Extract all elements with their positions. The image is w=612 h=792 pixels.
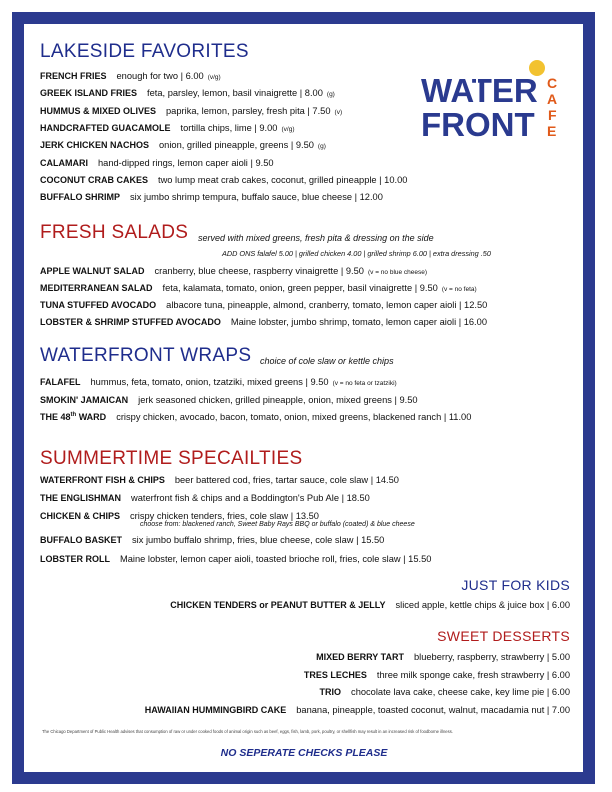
item-description: Maine lobster, jumbo shrimp, tomato, lemon caper aioli | 16.00 [230, 317, 487, 327]
logo-cafe-a: A [547, 91, 558, 107]
menu-item-row [145, 705, 570, 715]
item-name: COCONUT CRAB CAKES [40, 174, 148, 185]
section-title-summertime: SUMMERTIME SPECAILTIES [40, 448, 303, 469]
item-description: chocolate lava cake, cheese cake, key lime pie | 6.00 [351, 687, 570, 697]
salads-note: served with mixed greens, fresh pita & dressing on the side [198, 233, 434, 243]
item-name: TUNA STUFFED AVOCADO [40, 300, 157, 310]
menu-page [24, 24, 584, 772]
item-description: banana, pineapple, toasted coconut, walnut, macadamia nut | 7.00 [296, 704, 570, 715]
item-name: WATERFRONT FISH & CHIPS [40, 475, 165, 485]
menu-item-row [40, 511, 319, 521]
item-description: blueberry, raspberry, strawberry | 5.00 [413, 652, 570, 662]
dietary-tag: (v = no feta or tzatziki) [332, 380, 397, 387]
item-description: Maine lobster, lemon caper aioli, toasted brioche roll, fries, cole slaw | 15.50 [120, 554, 432, 564]
logo-word-front: FRONT [421, 106, 535, 143]
item-name: BUFFALO SHRIMP [40, 192, 120, 203]
menu-item-row [40, 283, 477, 293]
item-description: six jumbo buffalo shrimp, fries, blue cheese, cole slaw | 15.50 [132, 535, 385, 545]
menu-item-row [170, 600, 570, 610]
item-description: cranberry, blue cheese, raspberry vinaigrette | 9.50 [154, 266, 364, 276]
item-name: MIXED BERRY TART [316, 652, 404, 662]
wraps-note: choice of cole slaw or kettle chips [260, 356, 394, 366]
item-description: six jumbo shrimp tempura, buffalo sauce, blue cheese | 12.00 [130, 192, 383, 203]
dietary-tag: (g) [317, 143, 326, 151]
item-name: BUFFALO BASKET [40, 535, 122, 545]
item-name: FALAFEL [40, 377, 81, 387]
item-description: two lump meat crab cakes, coconut, grilled pineapple | 10.00 [158, 174, 408, 185]
item-description: jerk seasoned chicken, grilled pineapple, onion, mixed greens | 9.50 [138, 394, 418, 405]
section-title-lakeside: LAKESIDE FAVORITES [40, 41, 249, 62]
menu-item-row [40, 554, 431, 564]
item-name [40, 412, 106, 422]
menu-item-row [40, 175, 407, 185]
item-name: SMOKIN' JAMAICAN [40, 394, 129, 405]
logo-cafe-f: F [548, 107, 557, 123]
menu-item-row [40, 88, 335, 98]
dietary-tag: (g) [326, 91, 335, 99]
menu-item-row [40, 192, 383, 202]
item-name: GREEK ISLAND FRIES [40, 88, 138, 99]
menu-item-row [40, 123, 294, 133]
menu-item-row [40, 475, 399, 485]
section-title-desserts: SWEET DESSERTS [437, 628, 570, 644]
section-title-salads: FRESH SALADS [40, 222, 189, 243]
item-name: MEDITERRANEAN SALAD [40, 283, 153, 293]
item-name: CHICKEN & CHIPS [40, 511, 121, 521]
waterfront-cafe-logo [419, 54, 569, 144]
menu-item-row [40, 535, 384, 545]
dietary-tag: (v = no blue cheese) [367, 269, 428, 276]
item-description: hummus, feta, tomato, onion, tzatziki, mixed greens | 9.50 [90, 377, 329, 387]
logo-cafe-c: C [547, 75, 558, 91]
item-description: paprika, lemon, parsley, fresh pita | 7.50 [166, 105, 331, 116]
item-name: FRENCH FRIES [40, 71, 107, 81]
item-name: TRIO [319, 687, 342, 697]
item-name: THE ENGLISHMAN [40, 493, 121, 503]
menu-item-row [40, 158, 274, 168]
item-description: feta, parsley, lemon, basil vinaigrette | 8.00 [147, 88, 323, 99]
dietary-tag: (v/g) [281, 125, 295, 133]
menu-item-row [40, 317, 487, 327]
item-name: HANDCRAFTED GUACAMOLE [40, 122, 171, 133]
dietary-tag: (v) [334, 108, 343, 116]
item-name: LOBSTER & SHRIMP STUFFED AVOCADO [40, 317, 221, 327]
item-description: three milk sponge cake, fresh strawberry | 6.00 [376, 669, 570, 680]
item-name: HUMMUS & MIXED OLIVES [40, 105, 157, 116]
item-name: APPLE WALNUT SALAD [40, 266, 145, 276]
menu-item-row [40, 412, 471, 422]
dietary-tag: (v = no feta) [441, 286, 477, 293]
menu-item-row [40, 377, 397, 387]
item-description: tortilla chips, lime | 9.00 [180, 122, 278, 133]
section-title-wraps: WATERFRONT WRAPS [40, 345, 252, 366]
item-description: enough for two | 6.00 [116, 71, 204, 81]
menu-item-row [316, 652, 570, 662]
item-description: feta, kalamata, tomato, onion, green pepper, basil vinaigrette | 9.50 [162, 283, 438, 293]
item-name: CHICKEN TENDERS or PEANUT BUTTER & JELLY [170, 600, 386, 610]
logo-cafe-e: E [547, 123, 557, 139]
item-description: albacore tuna, pineapple, almond, cranberry, tomato, lemon caper aioli | 12.50 [166, 300, 488, 310]
menu-item-row [40, 106, 342, 116]
dietary-tag: (v/g) [207, 74, 221, 81]
item-description: hand-dipped rings, lemon caper aioli | 9.50 [98, 157, 274, 168]
item-name-part: WARD [76, 412, 107, 422]
item-description: crispy chicken tenders, fries, cole slaw | 13.50 [130, 511, 319, 521]
item-name: HAWAIIAN HUMMINGBIRD CAKE [144, 704, 287, 715]
health-disclaimer: The Chicago Department of Public Health advises that consumption of raw or under cooked foods of animal origin such as beef, eggs, fish, lamb, pork, poultry, or shellfish may result in an increased risk of foodborne illness. [42, 729, 453, 734]
footer-notice: NO SEPERATE CHECKS PLEASE [220, 747, 388, 759]
menu-item-row [304, 670, 570, 680]
item-description: sliced apple, kettle chips & juice box | 6.00 [395, 600, 570, 610]
menu-item-row [40, 266, 427, 276]
item-description: onion, grilled pineapple, greens | 9.50 [159, 140, 314, 151]
menu-item-row [40, 71, 221, 81]
item-name: LOBSTER ROLL [40, 554, 110, 564]
item-description: beer battered cod, fries, tartar sauce, cole slaw | 14.50 [174, 475, 399, 485]
item-name: JERK CHICKEN NACHOS [40, 140, 150, 151]
item-sub-note: choose from: blackened ranch, Sweet Baby Rays BBQ or buffalo (coated) & blue cheese [140, 521, 415, 528]
item-name: CALAMARI [40, 157, 88, 168]
item-name-part: THE 48 [40, 412, 71, 422]
item-description: crispy chicken, avocado, bacon, tomato, onion, mixed greens, blackened ranch | 11.00 [116, 412, 472, 422]
item-name-sup: th [70, 412, 77, 418]
menu-item-row [40, 395, 418, 405]
salads-addons: ADD ONS falafel 5.00 | grilled chicken 4.00 | grilled shrimp 6.00 | extra dressing .50 [222, 249, 491, 258]
item-description: waterfront fish & chips and a Boddington's Pub Ale | 18.50 [131, 493, 370, 503]
section-title-kids: JUST FOR KIDS [461, 577, 570, 593]
item-name: TRES LECHES [303, 669, 367, 680]
menu-item-row [40, 140, 326, 150]
menu-item-row [40, 300, 487, 310]
menu-item-row [40, 493, 370, 503]
menu-item-row [320, 687, 570, 697]
logo-word-water: WATER [421, 72, 538, 109]
